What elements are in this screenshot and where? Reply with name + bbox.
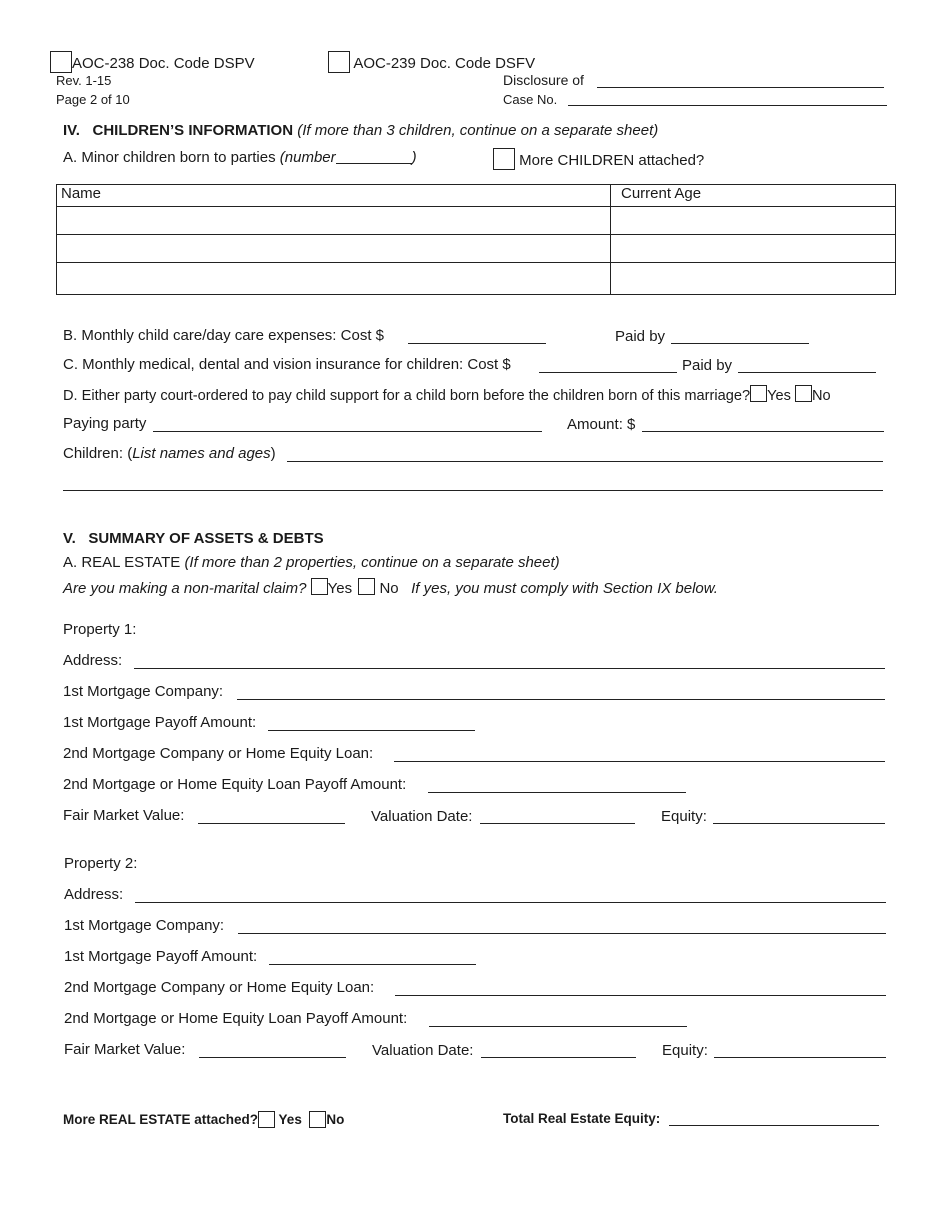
child-age-cell[interactable] (611, 235, 896, 263)
case-number-field[interactable] (568, 105, 887, 106)
property-1-equity-label: Equity: (661, 808, 707, 825)
property-2-mort1-label: 1st Mortgage Company: (64, 917, 225, 934)
aoc239-checkbox[interactable] (328, 51, 350, 73)
children-table-header (57, 185, 896, 207)
property-1-valdate-field[interactable] (480, 823, 635, 824)
amount-field[interactable] (642, 431, 884, 432)
children-table (56, 184, 896, 295)
section-v-title: SUMMARY OF ASSETS & DEBTS (88, 530, 324, 547)
total-equity-field[interactable] (669, 1125, 879, 1126)
property-2-address-label: Address: (64, 886, 124, 903)
property-2-mort1-payoff-label: 1st Mortgage Payoff Amount: (64, 948, 258, 965)
property-1-address-label: Address: (63, 652, 123, 669)
property-1-fmv-field[interactable] (198, 823, 345, 824)
real-estate-heading (63, 553, 560, 573)
minor-children-label: A. Minor children born to parties (63, 149, 276, 166)
property-2-mort2-label: 2nd Mortgage Company or Home Equity Loan: (64, 979, 375, 996)
age-column-header: Current Age (611, 185, 896, 207)
child-name-cell[interactable] (57, 207, 611, 235)
more-children-checkbox[interactable] (493, 148, 515, 170)
property-1-mort1-field[interactable] (237, 699, 885, 700)
property-2-mort2-field[interactable] (395, 995, 886, 996)
property-2-valdate-label: Valuation Date: (372, 1042, 474, 1059)
paying-party-field[interactable] (153, 431, 542, 432)
section-iv-heading (63, 121, 658, 141)
property-2-heading: Property 2: (64, 855, 138, 872)
children-list-field-2[interactable] (63, 490, 883, 491)
property-1-heading: Property 1: (63, 621, 137, 638)
non-marital-yes-label: Yes (327, 580, 353, 597)
real-estate-note: (If more than 2 properties, continue on a separate sheet) (184, 554, 560, 571)
minor-children-number-field[interactable] (336, 149, 412, 164)
form-aoc239-option (328, 51, 535, 73)
prior-support-yes-label: Yes (767, 388, 791, 404)
minor-children-number-open: (number (279, 149, 336, 166)
children-list-field[interactable] (287, 461, 883, 462)
property-1-address-field[interactable] (134, 668, 885, 669)
property-1-fmv-label: Fair Market Value: (63, 807, 185, 824)
disclosure-label: Disclosure of (503, 72, 584, 88)
property-2-mort2-payoff-label: 2nd Mortgage or Home Equity Loan Payoff Amount: (64, 1010, 408, 1027)
property-1-mort2-field[interactable] (394, 761, 885, 762)
section-iv-note: (If more than 3 children, continue on a separate sheet) (297, 122, 659, 139)
property-1-mort2-payoff-label: 2nd Mortgage or Home Equity Loan Payoff Amount: (63, 776, 407, 793)
form-aoc238-option (50, 51, 255, 73)
property-2-equity-label: Equity: (662, 1042, 708, 1059)
case-number-label: Case No. (503, 92, 558, 107)
insurance-label: C. Monthly medical, dental and vision insurance for children: Cost $ (63, 356, 511, 373)
property-2-address-field[interactable] (135, 902, 886, 903)
property-1-mort2-label: 2nd Mortgage Company or Home Equity Loan: (63, 745, 374, 762)
total-equity-label: Total Real Estate Equity: (503, 1111, 661, 1126)
prior-support-no-checkbox[interactable] (795, 385, 812, 402)
non-marital-yes-checkbox[interactable] (311, 578, 328, 595)
section-iv-numeral: IV. (63, 122, 80, 139)
property-2-mort1-field[interactable] (238, 933, 886, 934)
insurance-cost-field[interactable] (539, 372, 677, 373)
property-1-mort2-payoff-field[interactable] (428, 792, 686, 793)
section-iv-title: CHILDREN’S INFORMATION (92, 122, 294, 139)
child-name-cell[interactable] (57, 235, 611, 263)
property-2-mort1-payoff-field[interactable] (269, 964, 476, 965)
child-name-cell[interactable] (57, 263, 611, 295)
non-marital-claim-row (63, 578, 718, 598)
more-children-option (493, 148, 704, 170)
prior-support-row (63, 385, 831, 405)
aoc238-label: AOC-238 Doc. Code DSPV (72, 55, 255, 72)
table-row (57, 263, 896, 295)
property-2-valdate-field[interactable] (481, 1057, 636, 1058)
prior-support-yes-checkbox[interactable] (750, 385, 767, 402)
name-column-header: Name (57, 185, 611, 207)
more-real-estate-row (63, 1111, 344, 1128)
child-age-cell[interactable] (611, 207, 896, 235)
childcare-paid-field[interactable] (671, 343, 809, 344)
childcare-paid-label: Paid by (615, 328, 666, 345)
children-list-italic: List names and ages (132, 445, 271, 462)
page-number: Page 2 of 10 (56, 92, 130, 107)
minor-children-number-close: ) (411, 149, 417, 166)
real-estate-label: A. REAL ESTATE (63, 554, 181, 571)
property-1-mort1-payoff-field[interactable] (268, 730, 475, 731)
property-1-equity-field[interactable] (713, 823, 885, 824)
children-list-close: ) (270, 445, 276, 462)
minor-children-row (63, 148, 417, 168)
non-marital-no-label: No (379, 580, 399, 597)
prior-support-question: D. Either party court-ordered to pay child support for a child born before the children born of this marriage? (63, 388, 751, 404)
childcare-label: B. Monthly child care/day care expenses: Cost $ (63, 327, 384, 344)
section-v-numeral: V. (63, 530, 76, 547)
insurance-paid-label: Paid by (682, 357, 733, 374)
property-2-mort2-payoff-field[interactable] (429, 1026, 687, 1027)
property-1-valdate-label: Valuation Date: (371, 808, 473, 825)
more-real-estate-yes-label: Yes (278, 1112, 302, 1127)
property-2-fmv-field[interactable] (199, 1057, 346, 1058)
aoc238-checkbox[interactable] (50, 51, 72, 73)
disclosure-field[interactable] (597, 87, 884, 88)
more-real-estate-yes-checkbox[interactable] (258, 1111, 275, 1128)
more-children-label: More CHILDREN attached? (519, 152, 705, 169)
non-marital-no-checkbox[interactable] (358, 578, 375, 595)
section-v-heading (63, 529, 324, 549)
more-real-estate-no-label: No (326, 1112, 345, 1127)
paying-party-label: Paying party (63, 415, 147, 432)
property-1-mort1-payoff-label: 1st Mortgage Payoff Amount: (63, 714, 257, 731)
child-age-cell[interactable] (611, 263, 896, 295)
more-real-estate-no-checkbox[interactable] (309, 1111, 326, 1128)
non-marital-note: If yes, you must comply with Section IX below. (411, 580, 718, 597)
aoc239-label: AOC-239 Doc. Code DSFV (353, 55, 536, 72)
children-list-row (63, 444, 276, 464)
insurance-paid-field[interactable] (738, 372, 876, 373)
property-2-fmv-label: Fair Market Value: (64, 1041, 186, 1058)
childcare-cost-field[interactable] (408, 343, 546, 344)
table-row (57, 207, 896, 235)
property-2-equity-field[interactable] (714, 1057, 886, 1058)
prior-support-no-label: No (811, 388, 831, 404)
table-row (57, 235, 896, 263)
amount-label: Amount: $ (567, 416, 636, 433)
children-list-open: Children: ( (63, 445, 133, 462)
revision-label: Rev. 1-15 (56, 73, 112, 88)
property-1-mort1-label: 1st Mortgage Company: (63, 683, 224, 700)
non-marital-question: Are you making a non-marital claim? (63, 580, 307, 597)
more-real-estate-label: More REAL ESTATE attached? (63, 1112, 259, 1127)
